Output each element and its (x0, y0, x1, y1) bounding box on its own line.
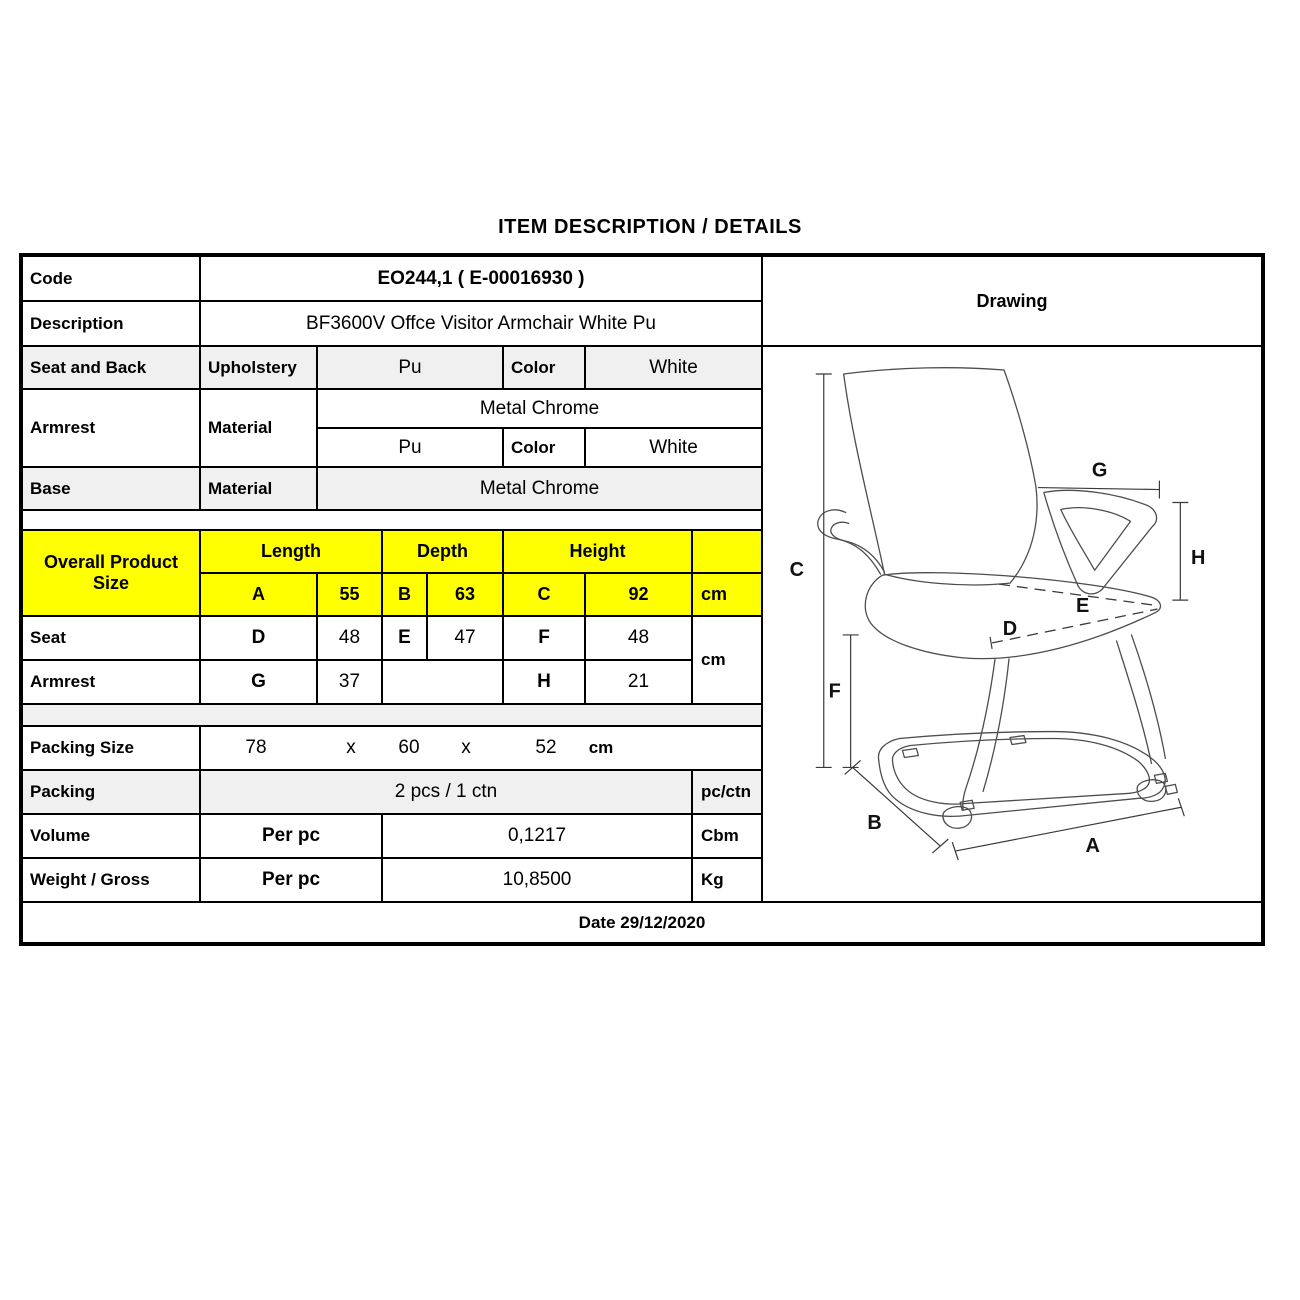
chair-glide-rear-right (1010, 736, 1026, 745)
seat-back-attr: Upholstery (200, 346, 317, 389)
overall-size-label: Overall Product Size (22, 530, 200, 616)
chair-seat (865, 573, 1160, 659)
drawing-header: Drawing (762, 256, 1262, 346)
weight-basis: Per pc (200, 858, 382, 902)
chair-technical-drawing (763, 347, 1261, 901)
armrest-label: Armrest (22, 389, 200, 467)
chair-backrest (844, 368, 1037, 585)
chair-base-inner (892, 739, 1149, 805)
armrest-material-2: Pu (317, 428, 503, 467)
seat-back-material: Pu (317, 346, 503, 389)
dim-line-G (1038, 481, 1160, 499)
packing-size-sep1: x (346, 737, 356, 759)
dim-key-D: D (200, 616, 317, 660)
description-value: BF3600V Offce Visitor Armchair White Pu (200, 301, 762, 346)
date-row: Date 29/12/2020 (22, 902, 1262, 943)
dim-val-B: 63 (427, 573, 503, 616)
weight-value: 10,8500 (382, 858, 692, 902)
dim-val-D: 48 (317, 616, 382, 660)
dim-label-H: H (1191, 547, 1206, 570)
dim-key-H: H (503, 660, 585, 704)
chair-glide-rear-left (902, 749, 918, 758)
dim-val-F: 48 (585, 616, 692, 660)
packing-size-v2: 60 (398, 737, 420, 759)
dim-key-B: B (382, 573, 427, 616)
seat-back-label: Seat and Back (22, 346, 200, 389)
base-attr: Material (200, 467, 317, 510)
chair-front-leg-inner (983, 659, 1009, 791)
base-label: Base (22, 467, 200, 510)
dim-line-H (1172, 502, 1188, 600)
chair-foot-front-right (1137, 773, 1177, 801)
height-header: Height (503, 530, 692, 573)
overall-unit-blank (692, 530, 762, 573)
dim-line-A (952, 798, 1184, 860)
volume-label: Volume (22, 814, 200, 858)
volume-basis: Per pc (200, 814, 382, 858)
chair-right-armrest-inner (1061, 508, 1131, 571)
page-title: ITEM DESCRIPTION / DETAILS (498, 216, 802, 238)
dim-val-G: 37 (317, 660, 382, 704)
armrest-dims-blank (382, 660, 503, 704)
armrest-color-label: Color (503, 428, 585, 467)
dim-key-C: C (503, 573, 585, 616)
dim-label-D: D (1002, 617, 1018, 640)
dim-val-C: 92 (585, 573, 692, 616)
packing-size-v1: 78 (245, 737, 267, 759)
dim-label-C: C (789, 559, 805, 582)
packing-size-unit: cm (588, 738, 614, 758)
base-material: Metal Chrome (317, 467, 762, 510)
dim-line-F (843, 635, 859, 767)
chair-rear-leg-inner (1132, 635, 1166, 759)
packing-unit: pc/ctn (692, 770, 762, 814)
armrest-dims-label: Armrest (22, 660, 200, 704)
weight-unit: Kg (692, 858, 762, 902)
seat-armrest-unit: cm (692, 616, 762, 704)
dim-key-G: G (200, 660, 317, 704)
seat-dims-label: Seat (22, 616, 200, 660)
volume-unit: Cbm (692, 814, 762, 858)
code-value: EO244,1 ( E-00016930 ) (200, 256, 762, 301)
armrest-color-value: White (585, 428, 762, 467)
dim-label-A: A (1085, 835, 1100, 858)
dim-val-H: 21 (585, 660, 692, 704)
packing-size-value (200, 726, 762, 770)
dim-label-B: B (867, 812, 882, 835)
description-label: Description (22, 301, 200, 346)
packing-label: Packing (22, 770, 200, 814)
armrest-attr: Material (200, 389, 317, 467)
packing-size-v3: 52 (535, 737, 557, 759)
spacer-row-1 (22, 510, 762, 530)
dim-key-E: E (382, 616, 427, 660)
armrest-material-1: Metal Chrome (317, 389, 762, 428)
packing-size-sep2: x (461, 737, 471, 759)
dim-label-G: G (1091, 459, 1108, 482)
dim-key-A: A (200, 573, 317, 616)
spacer-row-2 (22, 704, 762, 726)
dim-label-E: E (1076, 595, 1090, 618)
dim-line-C (816, 374, 832, 767)
code-label: Code (22, 256, 200, 301)
chair-right-armrest-outer (1044, 490, 1157, 594)
overall-unit: cm (692, 573, 762, 616)
dim-line-D-tick (990, 637, 992, 649)
dim-key-F: F (503, 616, 585, 660)
volume-value: 0,1217 (382, 814, 692, 858)
chair-front-leg (963, 659, 995, 810)
seat-back-color-label: Color (503, 346, 585, 389)
chair-rear-leg (1117, 641, 1152, 764)
depth-header: Depth (382, 530, 503, 573)
dim-val-E: 47 (427, 616, 503, 660)
drawing-area (762, 346, 1262, 902)
weight-label: Weight / Gross (22, 858, 200, 902)
packing-value: 2 pcs / 1 ctn (200, 770, 692, 814)
length-header: Length (200, 530, 382, 573)
dim-val-A: 55 (317, 573, 382, 616)
dim-label-F: F (828, 680, 841, 703)
packing-size-label: Packing Size (22, 726, 200, 770)
seat-back-color-value: White (585, 346, 762, 389)
